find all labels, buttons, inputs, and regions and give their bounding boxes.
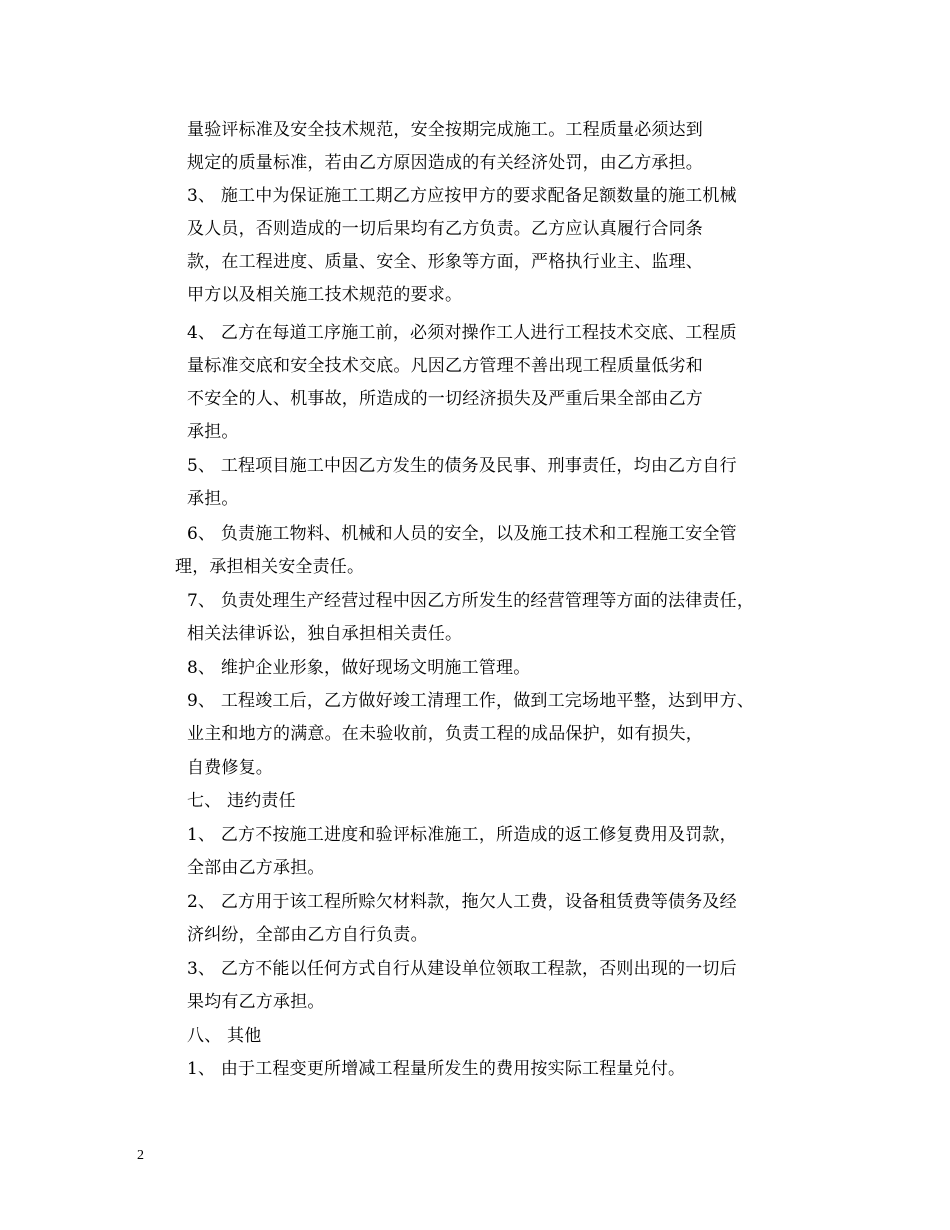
text-line: 1、 由于工程变更所增减工程量所发生的费用按实际工程量兑付。 [187,1059,686,1079]
text-line: 量标准交底和安全技术交底。凡因乙方管理不善出现工程质量低劣和 [187,356,703,376]
text-line: 7、 负责处理生产经营过程中因乙方所发生的经营管理等方面的法律责任， [187,591,755,611]
text-line: 4、 乙方在每道工序施工前，必须对操作工人进行工程技术交底、工程质 [187,323,737,343]
text-line: 6、 负责施工物料、机械和人员的安全，以及施工技术和工程施工安全管 [187,524,737,544]
section-heading: 八、 其他 [187,1026,262,1046]
text-line: 济纠纷，全部由乙方自行负责。 [187,925,428,945]
text-line: 5、 工程项目施工中因乙方发生的债务及民事、刑事责任，均由乙方自行 [187,456,737,476]
text-line: 9、 工程竣工后，乙方做好竣工清理工作，做到工完场地平整，达到甲方、 [187,691,755,711]
text-line: 量验评标准及安全技术规范，安全按期完成施工。工程质量必须达到 [187,120,703,140]
text-line: 及人员，否则造成的一切后果均有乙方负责。乙方应认真履行合同条 [187,219,703,239]
text-line: 相关法律诉讼，独自承担相关责任。 [187,624,463,644]
section-heading: 七、 违约责任 [187,791,296,811]
text-line: 承担。 [187,422,239,442]
text-line: 规定的质量标准，若由乙方原因造成的有关经济处罚，由乙方承担。 [187,153,703,173]
text-line: 甲方以及相关施工技术规范的要求。 [187,285,463,305]
text-line: 1、 乙方不按施工进度和验评标准施工，所造成的返工修复费用及罚款， [187,825,737,845]
text-line: 果均有乙方承担。 [187,992,325,1012]
text-line: 8、 维护企业形象，做好现场文明施工管理。 [187,658,531,678]
text-line: 3、 乙方不能以任何方式自行从建设单位领取工程款，否则出现的一切后 [187,959,737,979]
text-line: 自费修复。 [187,758,273,778]
text-line: 不安全的人、机事故，所造成的一切经济损失及严重后果全部由乙方 [187,389,703,409]
text-line: 2、 乙方用于该工程所赊欠材料款，拖欠人工费，设备租赁费等债务及经 [187,892,737,912]
page-number: 2 [137,1148,144,1163]
text-line: 承担。 [187,489,239,509]
text-line: 业主和地方的满意。在未验收前，负责工程的成品保护，如有损失， [187,724,703,744]
text-line: 3、 施工中为保证施工工期乙方应按甲方的要求配备足额数量的施工机械 [187,186,737,206]
text-line: 全部由乙方承担。 [187,858,325,878]
text-line: 款，在工程进度、质量、安全、形象等方面，严格执行业主、监理、 [187,252,703,272]
text-line: 理，承担相关安全责任。 [175,557,365,577]
